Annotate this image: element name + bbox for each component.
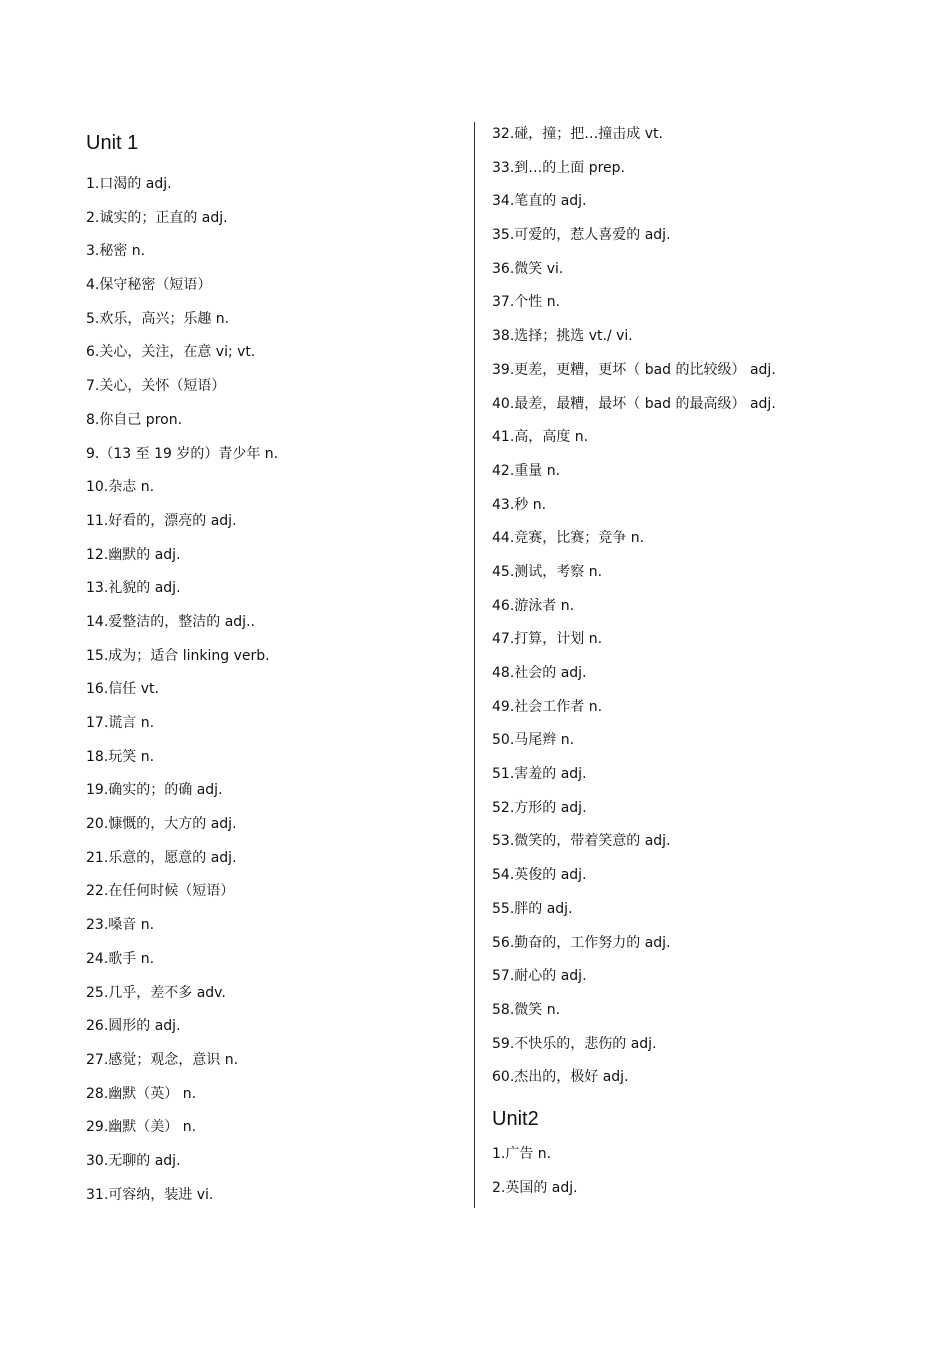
unit-1-word-list [86,168,466,1212]
vocab-item: 1.广告 n. [492,1145,552,1162]
vocab-item: 48.社会的 adj. [492,665,587,681]
vocab-item: 24.歌手 n. [86,950,155,967]
vocab-item: 29.幽默（美） n. [86,1119,197,1136]
vocab-item: 58.微笑 n. [492,1001,561,1018]
vocab-item: 60.杰出的，极好 adj. [492,1069,629,1086]
vocab-item: 1.口渴的 adj. [86,176,172,192]
vocab-item: 19.确实的；的确 adj. [86,782,223,799]
vocab-item: 21.乐意的，愿意的 adj. [86,849,237,866]
unit-1-heading: Unit 1 [86,132,139,154]
vocab-item: 56.勤奋的，工作努力的 adj. [492,934,671,951]
vocab-item: 14.爱整洁的，整洁的 adj.. [86,613,255,630]
vocab-item: 51.害羞的 adj. [492,766,587,783]
vocab-item: 59.不快乐的，悲伤的 adj. [492,1035,657,1052]
vocab-item: 18.玩笑 n. [86,748,155,765]
vocab-item: 43.秒 n. [492,496,547,513]
vocab-item: 5.欢乐，高兴；乐趣 n. [86,310,230,327]
left-column [86,128,466,1212]
vocab-item: 57.耐心的 adj. [492,968,587,985]
vocab-item: 22.在任何时候（短语） [86,883,235,900]
vocab-item: 13.礼貌的 adj. [86,580,181,597]
vocab-item: 8.你自己 pron. [86,411,183,428]
vocab-item: 28.幽默（英） n. [86,1085,197,1102]
unit-2-word-list [492,1138,932,1205]
vocab-item: 33.到…的上面 prep. [492,159,625,176]
unit-1-word-list-continued [492,118,932,1095]
vocab-item: 50.马尾辫 n. [492,732,575,749]
vocab-item: 11.好看的，漂亮的 adj. [86,512,237,529]
column-divider [474,122,475,1208]
vocab-item: 25.几乎，差不多 adv. [86,984,226,1001]
vocab-item: 30.无聊的 adj. [86,1152,181,1169]
vocab-item: 35.可爱的，惹人喜爱的 adj. [492,227,671,244]
vocab-item: 27.感觉；观念，意识 n. [86,1051,239,1068]
vocab-item: 2.诚实的；正直的 adj. [86,209,228,226]
vocab-item: 38.选择；挑选 vt./ vi. [492,328,633,345]
vocab-item: 10.杂志 n. [86,479,155,496]
vocab-item: 9.（13 至 19 岁的）青少年 n. [86,445,279,462]
vocab-item: 46.游泳者 n. [492,597,575,614]
unit-2-heading: Unit2 [492,1107,539,1130]
vocab-item: 49.社会工作者 n. [492,698,603,715]
vocab-item: 15.成为；适合 linking verb. [86,647,270,664]
vocab-item: 12.幽默的 adj. [86,546,181,563]
vocab-item: 42.重量 n. [492,462,561,479]
vocab-item: 45.测试，考察 n. [492,563,603,580]
vocab-item: 55.胖的 adj. [492,900,573,917]
vocab-item: 31.可容纳，装进 vi. [86,1186,214,1203]
vocab-item: 26.圆形的 adj. [86,1018,181,1035]
vocab-item: 6.关心，关注，在意 vi; vt. [86,344,256,361]
vocab-item: 2.英国的 adj. [492,1179,578,1196]
vocab-item: 32.碰，撞；把…撞击成 vt. [492,126,663,142]
vocab-item: 40.最差，最糟，最坏（ bad 的最高级） adj. [492,395,776,412]
right-column [492,118,932,1205]
vocab-item: 54.英俊的 adj. [492,867,587,884]
vocab-item: 16.信任 vt. [86,681,159,698]
vocab-item: 34.笔直的 adj. [492,193,587,210]
vocab-item: 41.高，高度 n. [492,429,589,446]
vocab-item: 37.个性 n. [492,294,561,311]
vocab-item: 4.保守秘密（短语） [86,277,212,294]
vocab-item: 20.慷慨的，大方的 adj. [86,816,237,833]
vocab-item: 44.竞赛，比赛；竞争 n. [492,530,645,547]
vocab-item: 7.关心，关怀（短语） [86,378,226,395]
vocab-item: 47.打算，计划 n. [492,631,603,648]
vocab-item: 17.谎言 n. [86,715,155,731]
vocab-item: 3.秘密 n. [86,243,146,260]
vocab-item: 39.更差，更糟，更坏（ bad 的比较级） adj. [492,361,776,378]
vocab-item: 23.嗓音 n. [86,917,155,934]
vocab-item: 53.微笑的，带着笑意的 adj. [492,833,671,850]
vocab-item: 36.微笑 vi. [492,260,564,277]
vocab-item: 52.方形的 adj. [492,799,587,816]
